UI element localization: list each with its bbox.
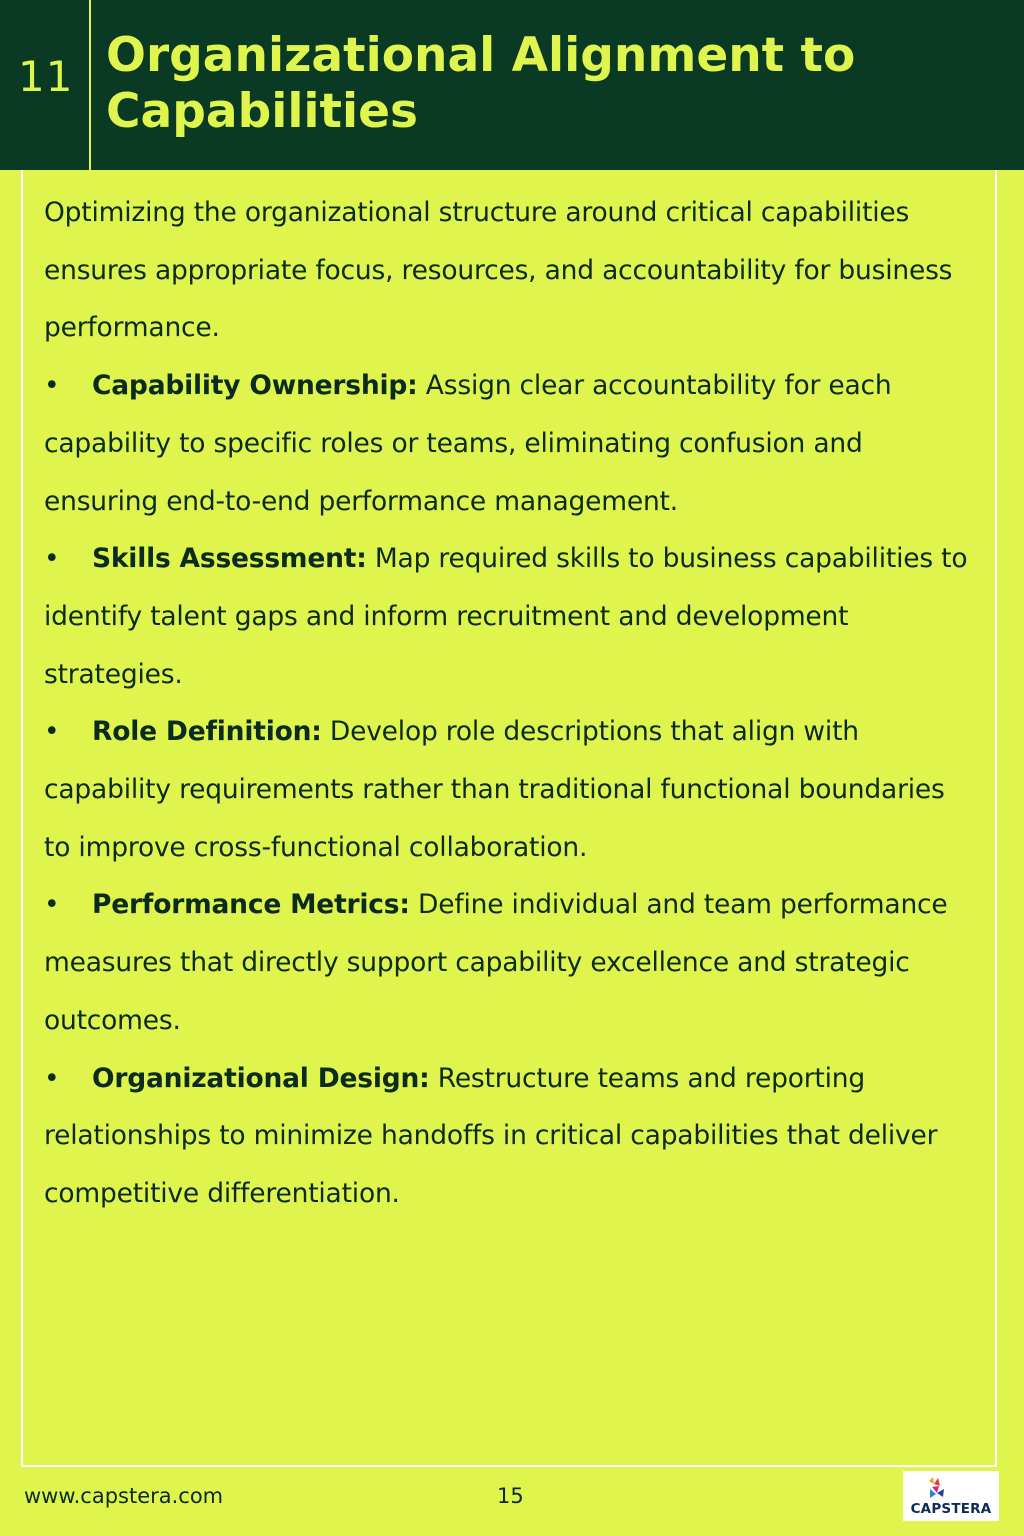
bullet-item-skills-assessment [44, 530, 974, 703]
bullet-term: Capability Ownership: [92, 370, 418, 402]
section-number: 11 [18, 52, 74, 101]
footer-url-link[interactable]: www.capstera.com [24, 1484, 224, 1508]
bullet-text: Map required skills to business capabilities to identify talent gaps and inform recruitment and development strategies. [44, 543, 968, 690]
bullet-item-organizational-design [44, 1050, 974, 1223]
bullet-term: Role Definition: [92, 716, 322, 748]
bullet-item-performance-metrics [44, 876, 974, 1049]
bullet-text: Develop role descriptions that align with capability requirements rather than traditional functional boundaries to improve cross-functional collaboration. [44, 716, 945, 863]
capstera-logo-icon [903, 1473, 999, 1503]
bullet-icon: • [44, 543, 60, 575]
bullet-item-role-definition [44, 703, 974, 876]
bullet-item-capability-ownership [44, 357, 974, 530]
bullet-term: Skills Assessment: [92, 543, 367, 575]
title-line-1: Organizational Alignment to [106, 28, 856, 83]
bullet-icon: • [44, 370, 60, 402]
bullet-text: Restructure teams and reporting relationships to minimize handoffs in critical capabilities that deliver competitive differentiation. [44, 1062, 938, 1209]
page-number: 15 [497, 1484, 524, 1508]
bullet-term: Performance Metrics: [92, 889, 410, 921]
bullet-text: Assign clear accountability for each capability to specific roles or teams, eliminating confusion and ensuring end-to-end performance management. [44, 370, 892, 517]
bullet-icon: • [44, 889, 60, 921]
header-divider [89, 0, 91, 170]
bullet-text: Define individual and team performance measures that directly support capability excellence and strategic outcomes. [44, 889, 948, 1036]
title-line-2: Capabilities [106, 84, 418, 139]
page-header [0, 0, 1024, 170]
bullet-term: Organizational Design: [92, 1062, 430, 1094]
bullet-icon: • [44, 716, 60, 748]
capstera-logo-text: CAPSTERA [910, 1501, 992, 1517]
content-body [44, 184, 974, 1223]
capstera-logo [903, 1471, 999, 1521]
intro-paragraph: Optimizing the organizational structure around critical capabilities ensures appropriate focus, resources, and accountability for business performance. [44, 197, 953, 344]
bullet-icon: • [44, 1062, 60, 1094]
page-title [106, 28, 1006, 140]
